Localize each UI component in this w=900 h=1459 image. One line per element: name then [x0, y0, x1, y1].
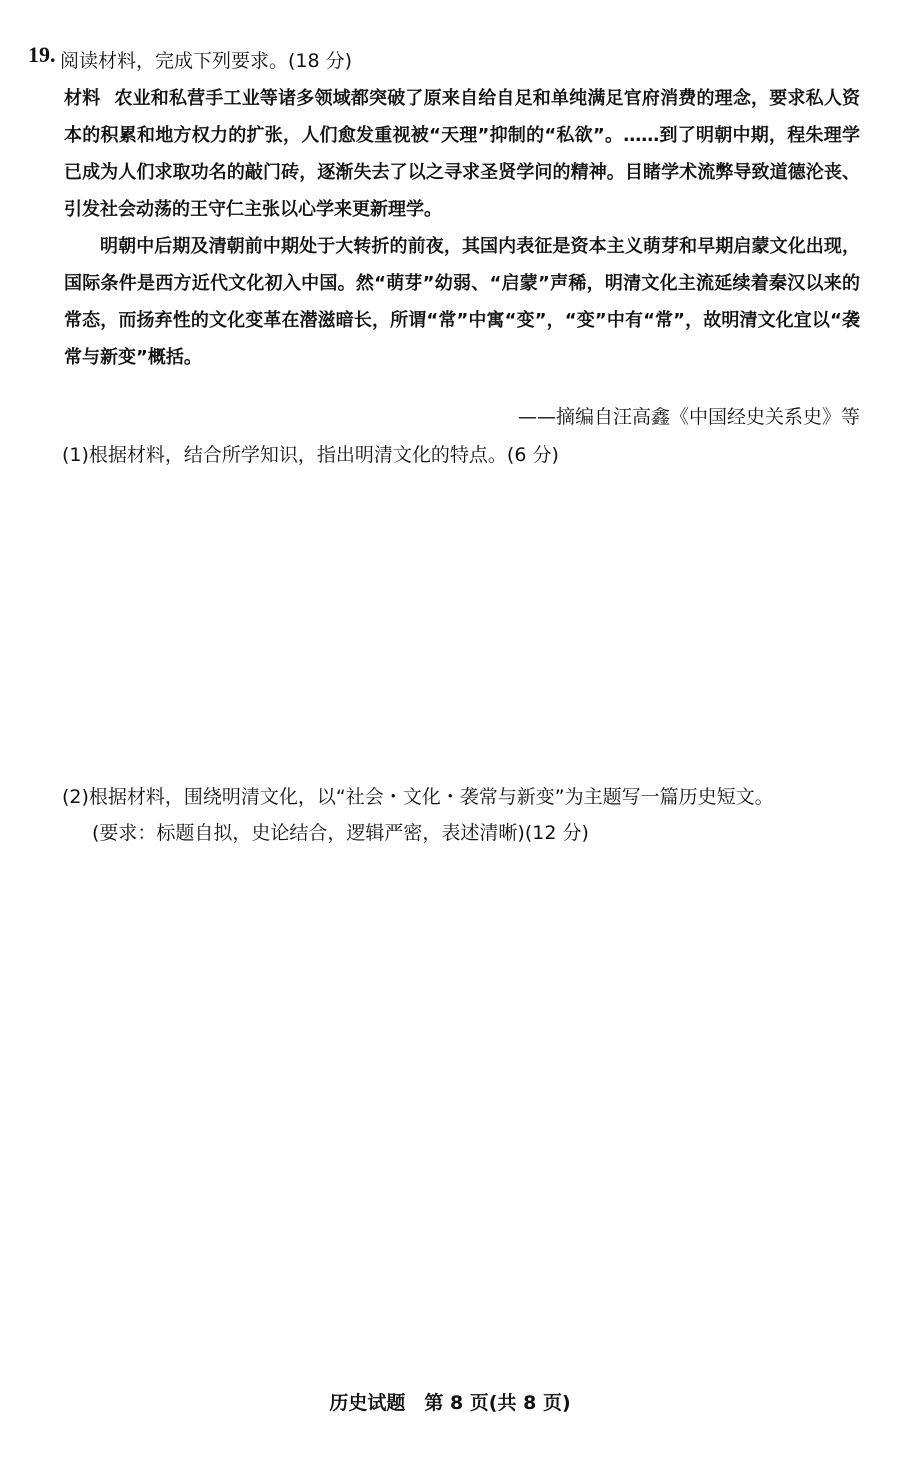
sub-question-2-requirement: (要求：标题自拟，史论结合，逻辑严密，表述清晰)(12 分) [92, 822, 589, 844]
sub-question-1: (1)根据材料，结合所学知识，指出明清文化的特点。(6 分) [62, 444, 559, 466]
answer-space-1 [62, 478, 858, 768]
page-footer: 历史试题 第 8 页(共 8 页) [329, 1392, 571, 1414]
material-paragraph-1 [64, 80, 860, 228]
question-number: 19. [28, 42, 56, 67]
material-label: 材料 [64, 88, 101, 109]
question-intro: 阅读材料，完成下列要求。(18 分) [60, 50, 353, 72]
material-block [64, 80, 860, 376]
material-paragraph-1-text: 农业和私营手工业等诸多领域都突破了原来自给自足和单纯满足官府消费的理念，要求私人资本的积累和地方权力的扩张，人们愈发重视被“天理”抑制的“私欲”。……到了明朝中期，程朱理学已成为人们求取功名的敲门砖，逐渐失去了以之寻求圣贤学问的精神。目睹学术流弊导致道德沦丧、引发社会动荡的王守仁主张以心学来更新理学。 [64, 88, 861, 220]
material-source: ——摘编自汪高鑫《中国经史关系史》等 [517, 406, 860, 428]
answer-space-2 [62, 858, 858, 1358]
sub-question-2: (2)根据材料，围绕明清文化，以“社会・文化・袭常与新变”为主题写一篇历史短文。 [62, 786, 774, 808]
material-paragraph-2: 明朝中后期及清朝前中期处于大转折的前夜，其国内表征是资本主义萌芽和早期启蒙文化出现，国际条件是西方近代文化初入中国。然“萌芽”幼弱、“启蒙”声稀，明清文化主流延续着秦汉以来的常态，而扬弃性的文化变革在潜滋暗长，所谓“常”中寓“变”，“变”中有“常”，故明清文化宜以“袭常与新变”概括。 [64, 236, 860, 368]
